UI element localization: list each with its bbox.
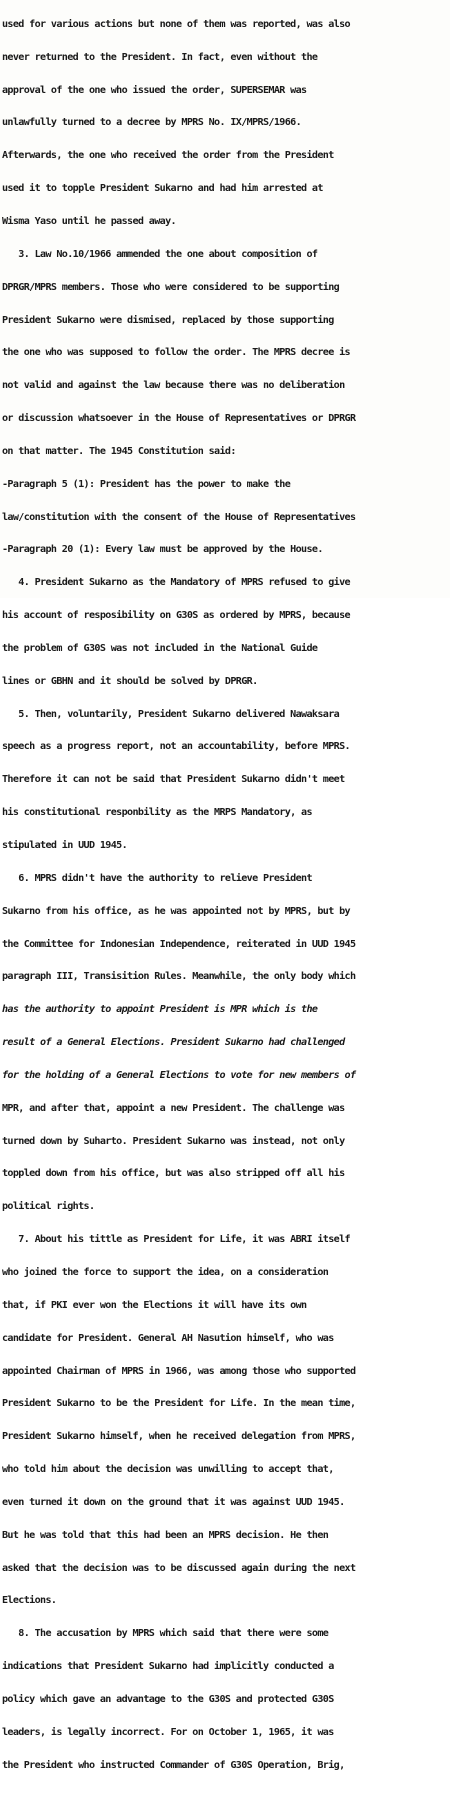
text-line: DPRGR/MPRS members. Those who were considered to be supporting <box>2 281 340 293</box>
text-line: has the authority to appoint President is MPR which is the <box>2 1004 318 1016</box>
text-line: 5. Then, voluntarily, President Sukarno delivered Nawaksara <box>2 708 340 720</box>
text-line: who joined the force to support the idea, on a consideration <box>2 1266 329 1278</box>
text-line: even turned it down on the ground that it was against UUD 1945. <box>2 1496 345 1508</box>
text-line: used for various actions but none of them was reported, was also <box>2 18 350 30</box>
text-line: 7. About his tittle as President for Life, it was ABRI itself <box>2 1234 350 1246</box>
text-line: President Sukarno himself, when he received delegation from MPRS, <box>2 1431 356 1443</box>
text-line: candidate for President. General AH Nasution himself, who was <box>2 1332 334 1344</box>
text-line: appointed Chairman of MPRS in 1966, was among those who supported <box>2 1365 356 1377</box>
text-line: Afterwards, the one who received the order from the President <box>2 150 334 162</box>
text-line: result of a General Elections. President Sukarno had challenged <box>2 1037 345 1049</box>
text-line: used it to topple President Sukarno and had him arrested at <box>2 183 323 195</box>
text-line: Sukarno from his office, as he was appointed not by MPRS, but by <box>2 905 350 917</box>
text-line: the Committee for Indonesian Independence, reiterated in UUD 1945 <box>2 938 356 950</box>
text-line: 8. The accusation by MPRS which said that there were some <box>2 1628 329 1640</box>
text-line: the President who instructed Commander of G30S Operation, Brig, <box>2 1759 345 1771</box>
text-line: Wisma Yaso until he passed away. <box>2 215 176 227</box>
text-line: who told him about the decision was unwilling to accept that, <box>2 1464 334 1476</box>
text-line: toppled down from his office, but was also stripped off all his <box>2 1168 345 1180</box>
text-line: that, if PKI ever won the Elections it will have its own <box>2 1299 307 1311</box>
text-line: never returned to the President. In fact, even without the <box>2 51 318 63</box>
text-line: political rights. <box>2 1201 95 1213</box>
text-line: paragraph III, Transisition Rules. Meanwhile, the only body which <box>2 971 356 983</box>
text-line: -Paragraph 20 (1): Every law must be approved by the House. <box>2 544 323 556</box>
text-line: the one who was supposed to follow the order. The MPRS decree is <box>2 347 350 359</box>
text-line: the problem of G30S was not included in the National Guide <box>2 642 318 654</box>
text-line: -Paragraph 5 (1): President has the power to make the <box>2 478 291 490</box>
text-line: stipulated in UUD 1945. <box>2 840 128 851</box>
text-line: President Sukarno to be the President for Life. In the mean time, <box>2 1398 356 1410</box>
text-line: turned down by Suharto. President Sukarno was instead, not only <box>2 1135 345 1147</box>
text-line: Elections. <box>2 1595 57 1607</box>
text-line: his account of resposibility on G30S as ordered by MPRS, because <box>2 610 350 622</box>
text-line: for the holding of a General Elections to vote for new members of <box>2 1069 356 1081</box>
text-line: President Sukarno were dismised, replaced by those supporting <box>2 314 334 326</box>
text-line: not valid and against the law because there was no deliberation <box>2 380 345 392</box>
text-line: But he was told that this had been an MPRS decision. He then <box>2 1529 329 1541</box>
text-line: on that matter. The 1945 Constitution said: <box>2 445 236 457</box>
text-line: 6. MPRS didn't have the authority to relieve President <box>2 872 312 884</box>
text-line: lines or GBHN and it should be solved by DPRGR. <box>2 675 258 687</box>
text-line: approval of the one who issued the order, SUPERSEMAR was <box>2 84 307 96</box>
text-line: policy which gave an advantage to the G30S and protected G30S <box>2 1693 334 1705</box>
text-line: indications that President Sukarno had implicitly conducted a <box>2 1661 334 1673</box>
document-body <box>2 0 447 1793</box>
text-line: unlawfully turned to a decree by MPRS No. IX/MPRS/1966. <box>2 117 302 129</box>
text-line: or discussion whatsoever in the House of Representatives or DPRGR <box>2 413 356 425</box>
text-line: speech as a progress report, not an accountability, before MPRS. <box>2 741 350 753</box>
text-line: 4. President Sukarno as the Mandatory of MPRS refused to give <box>2 577 350 589</box>
text-line: his constitutional responbility as the MRPS Mandatory, as <box>2 807 312 819</box>
text-line: Therefore it can not be said that President Sukarno didn't meet <box>2 774 345 786</box>
text-line: law/constitution with the consent of the House of Representatives <box>2 511 356 523</box>
text-line: 3. Law No.10/1966 ammended the one about composition of <box>2 248 318 260</box>
text-line: leaders, is legally incorrect. For on October 1, 1965, it was <box>2 1726 334 1738</box>
text-line: asked that the decision was to be discussed again during the next <box>2 1562 356 1574</box>
text-line: MPR, and after that, appoint a new President. The challenge was <box>2 1102 345 1114</box>
